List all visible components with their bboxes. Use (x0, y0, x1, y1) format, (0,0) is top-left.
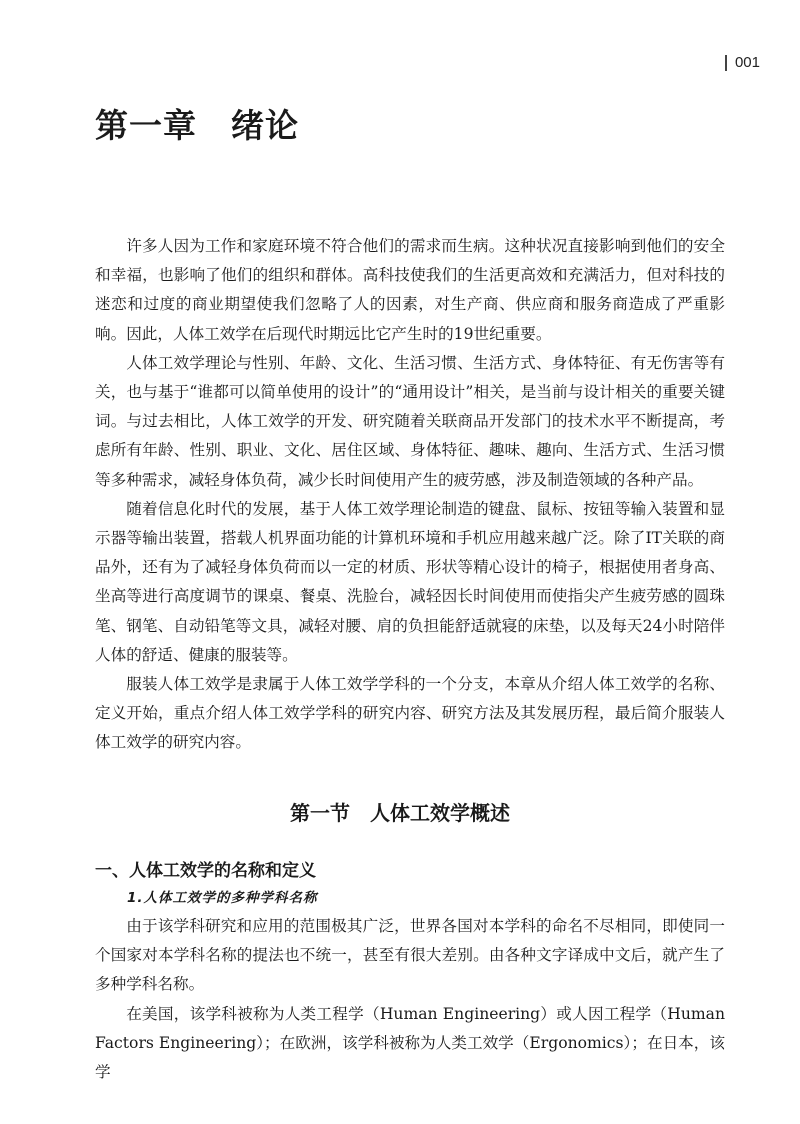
intro-paragraph-2: 人体工效学理论与性别、年龄、文化、生活习惯、生活方式、身体特征、有无伤害等有关，也与基于“谁都可以简单使用的设计”的“通用设计”相关，是当前与设计相关的重要关键词。与过去相比，人体工效学的开发、研究随着关联商品开发部门的技术水平不断提高，考虑所有年龄、性别、职业、文化、居住区域、身体特征、趣味、趣向、生活方式、生活习惯等多种需求，减轻身体负荷，减少长时间使用产生的疲劳感，涉及制造领域的各种产品。 (95, 353, 725, 489)
page-number (725, 54, 760, 71)
intro-body (95, 232, 725, 758)
section-body (95, 912, 725, 1087)
section-title: 第一节 人体工效学概述 (290, 801, 510, 825)
intro-paragraph-1: 许多人因为工作和家庭环境不符合他们的需求而生病。这种状况直接影响到他们的安全和幸福，也影响了他们的组织和群体。高科技使我们的生活更高效和充满活力，但对科技的迷恋和过度的商业期望使我们忽略了人的因素，对生产商、供应商和服务商造成了严重影响。因此，人体工效学在后现代时期远比它产生时的19世纪重要。 (95, 237, 725, 343)
intro-paragraph-4: 服装人体工效学是隶属于人体工效学学科的一个分支，本章从介绍人体工效学的名称、定义开始，重点介绍人体工效学学科的研究内容、研究方法及其发展历程，最后简介服装人体工效学的研究内容。 (95, 675, 725, 752)
page-number-divider (725, 55, 727, 71)
chapter-title: 第一章 绪论 (95, 106, 299, 145)
intro-paragraph-3: 随着信息化时代的发展，基于人体工效学理论制造的键盘、鼠标、按钮等输入装置和显示器等输出装置，搭载人机界面功能的计算机环境和手机应用越来越广泛。除了IT关联的商品外，还有为了减轻身体负荷而以一定的材质、形状等精心设计的椅子，根据使用者身高、坐高等进行高度调节的课桌、餐桌、洗脸台，减轻因长时间使用而使指尖产生疲劳感的圆珠笔、钢笔、自动铅笔等文具，减轻对腰、肩的负担能舒适就寝的床垫，以及每天24小时陪伴人体的舒适、健康的服装等。 (95, 499, 725, 664)
subsection-title: 一、人体工效学的名称和定义 (95, 861, 316, 881)
section-paragraph-2: 在美国，该学科被称为人类工程学（Human Engineering）或人因工程学（Human Factors Engineering）；在欧洲，该学科被称为人类工效学（Ergonomics）；在日本，该学 (95, 1004, 725, 1082)
section-paragraph-1: 由于该学科研究和应用的范围极其广泛，世界各国对本学科的命名不尽相同，即使同一个国家对本学科名称的提法也不统一，甚至有很大差别。由各种文字译成中文后，就产生了多种学科名称。 (95, 917, 725, 994)
page-number-text: 001 (734, 54, 760, 71)
subsubsection-title: 1.人体工效学的多种学科名称 (127, 890, 318, 906)
